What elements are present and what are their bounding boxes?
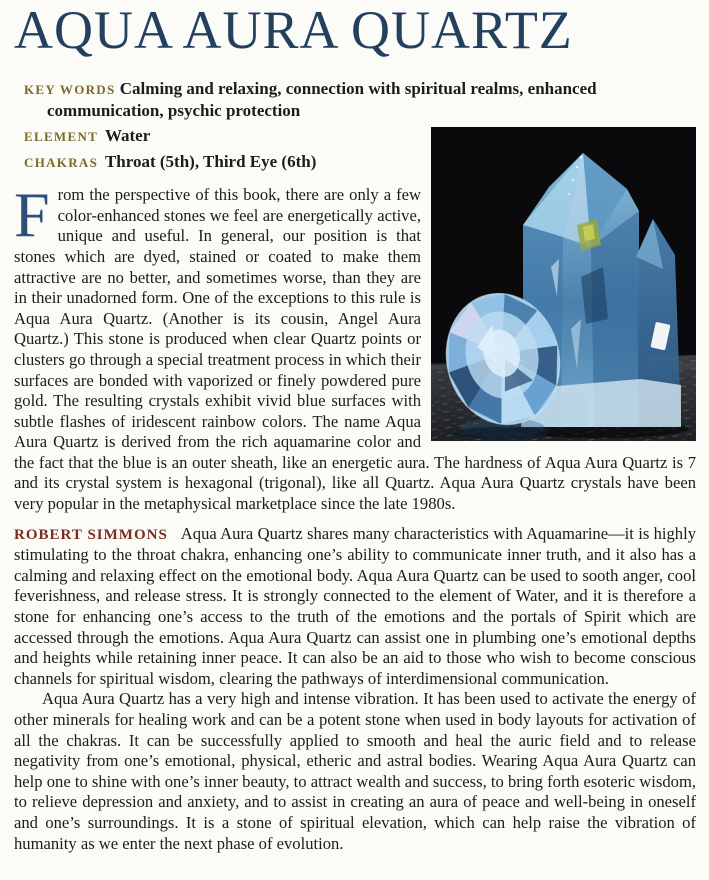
crystal-photo-illustration	[431, 127, 696, 441]
chakras-label: CHAKRAS	[24, 155, 99, 171]
crystal-photo	[431, 127, 696, 441]
keywords-label: KEY WORDS	[24, 82, 116, 98]
intro-text: rom the perspective of this book, there are only a few color-enhanced stones we feel are energetically active, unique and useful. In general, our position is that stones which are dyed, stained or coated to make them attractive are no better, and sometimes worse, than they are in their unadorned form. One of the exceptions to this rule is Aqua Aura Quartz. (Another is its cousin, Angel Aura Quartz.) This stone is produced when clear Quartz points or clusters go through a special treatment process in which their surfaces are bonded with vaporized or finely powdered pure gold. The resulting crystals exhibit vivid blue surfaces with subtle flashes of iridescent rainbow colors. The name Aqua Aura Quartz is derived from the rich aquamarine color and the fact that the blue is an outer sheath, like an energetic aura. The hardness of Aqua Aura Quartz is 7 and its crystal system is hexagonal (trigonal), like all Quartz. Aqua Aura Quartz crystals have been very popular in the metaphysical marketplace since the late 1980s.	[14, 185, 696, 514]
author-label: ROBERT SIMMONS	[14, 526, 168, 543]
metadata-block	[14, 78, 696, 121]
meta-row-keywords	[14, 78, 696, 121]
keywords-value: Calming and relaxing, connection with spiritual realms, enhanced communication, psychic protection	[47, 79, 597, 121]
page-content	[14, 78, 696, 854]
robert-simmons-paragraph	[14, 524, 696, 690]
element-value: Water	[104, 126, 151, 146]
closing-paragraph: Aqua Aura Quartz has a very high and intense vibration. It has been used to activate the energy of other minerals for healing work and can be a potent stone when used in body layouts for activation of all the chakras. It can be successfully applied to smooth and heal the auric field and to release negativity from one’s emotional, physical, etheric and astral bodies. Wearing Aqua Aura Quartz can help one to shine with one’s inner beauty, to attract wealth and success, to bring forth esoteric wisdom, to relieve depression and anxiety, and to assist in creating an aura of peace and well-being in oneself and one’s surroundings. It is a stone of spiritual elevation, which can help raise the vibration of humanity as we enter the next phase of evolution.	[14, 689, 696, 853]
element-label: ELEMENT	[24, 129, 99, 145]
drop-cap: F	[14, 179, 50, 251]
chakras-value: Throat (5th), Third Eye (6th)	[104, 152, 317, 172]
page-title: AQUA AURA QUARTZ	[14, 0, 573, 60]
robert-simmons-text: Aqua Aura Quartz shares many characteristics with Aquamarine—it is highly stimulating to the throat chakra, enhancing one’s ability to communicate inner truth, and it also has a calming and relaxing effect on the emotional body. Aqua Aura Quartz can be used to sooth anger, cool feverishness, and release stress. It is strongly connected to the element of Water, and it is therefore a stone for enhancing one’s access to the truth of the emotions and the portals of Spirit which are accessed through the emotions. Aqua Aura Quartz can assist one in plumbing one’s emotional depths and heights while retaining inner peace. It can also be an aid to those who wish to become conscious channels for spiritual wisdom, clearing the pathways of interdimensional communication.	[14, 523, 696, 688]
gem-shadow	[453, 427, 549, 439]
